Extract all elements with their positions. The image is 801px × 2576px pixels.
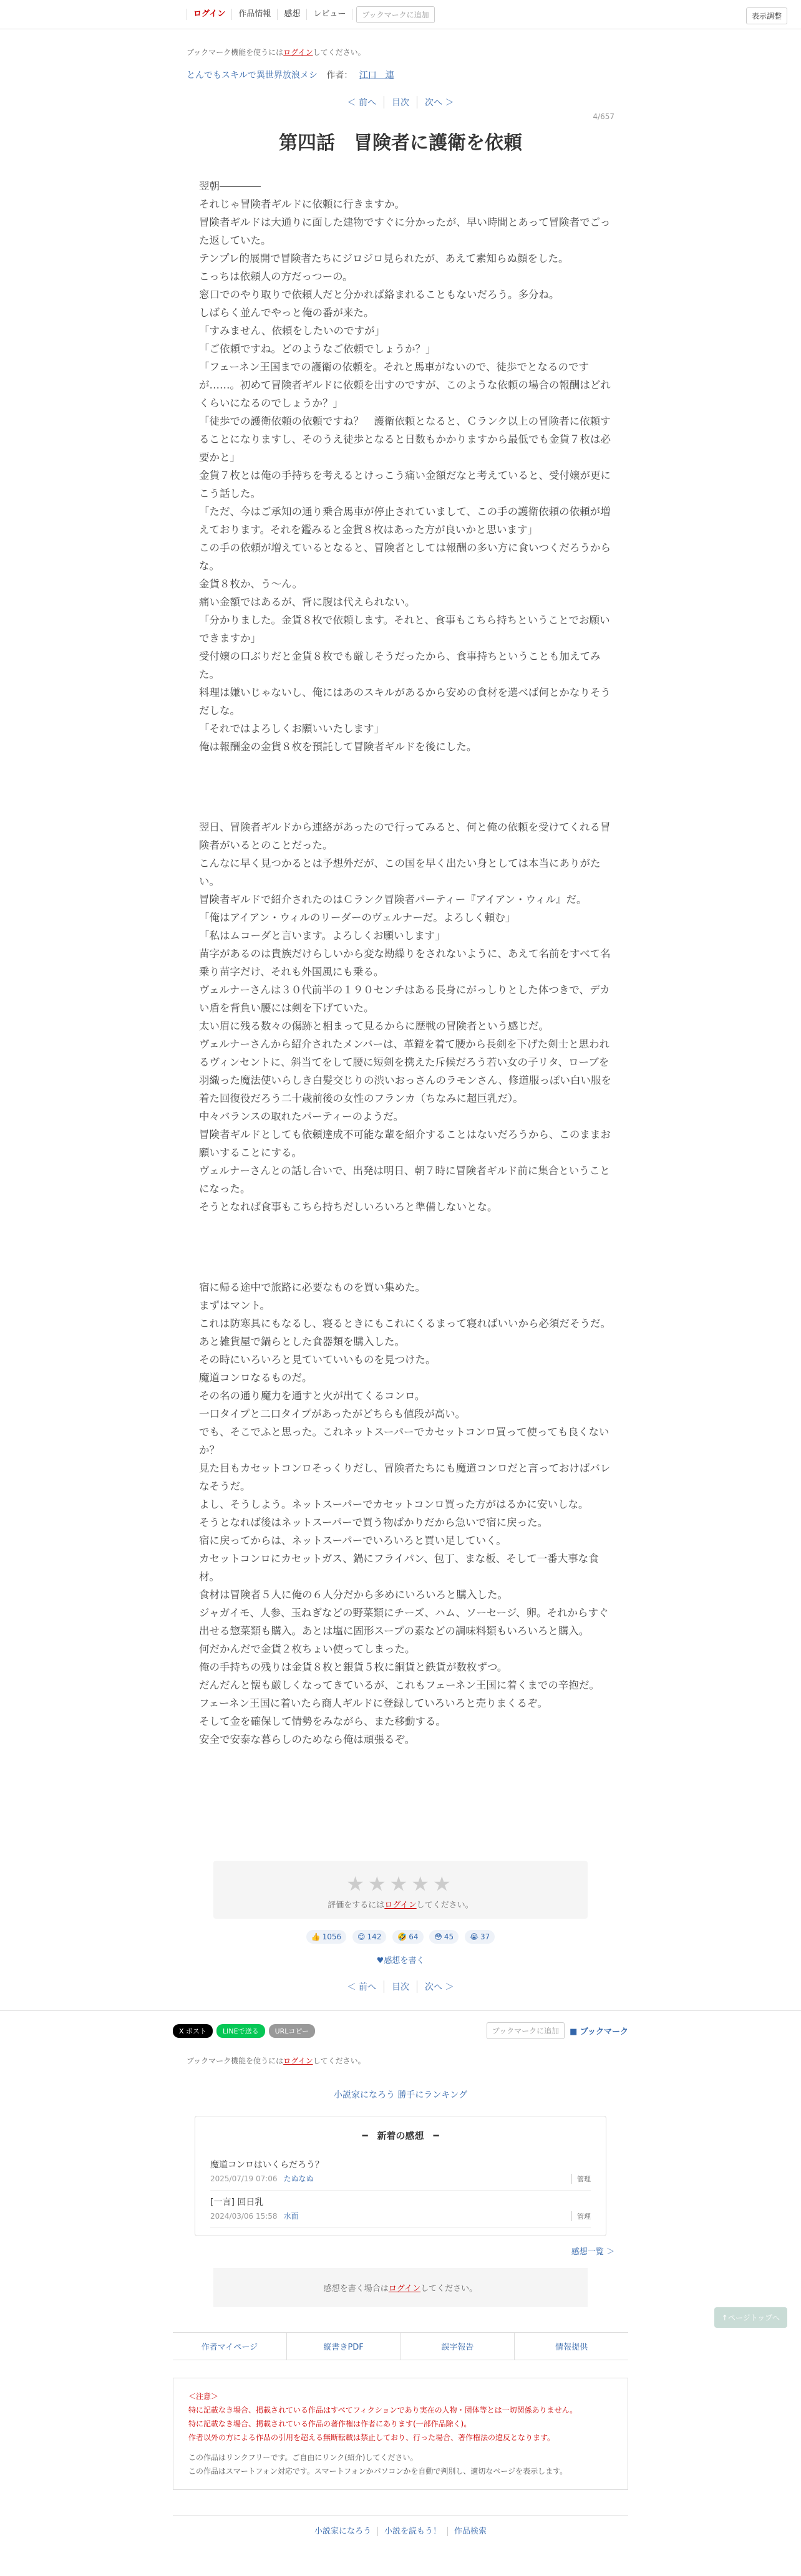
write-imp-login-link[interactable]: ログイン (388, 2284, 421, 2294)
nav-work-info[interactable]: 作品情報 (232, 9, 278, 20)
nav-impressions[interactable]: 感想 (278, 9, 307, 20)
novel-paragraph: 翌日、冒険者ギルドから連絡があったので行ってみると、何と俺の依頼を受けてくれる冒険者がいるとのことだった。 (199, 821, 611, 851)
rating-stars[interactable]: ★★★★★ (346, 1872, 455, 1896)
novel-paragraph: テンプレ的展開で冒険者たちにジロジロ見られたが、あえて素知らぬ顔をした。 (199, 253, 569, 264)
bookmark-add-button[interactable]: ブックマークに追加 (487, 2022, 565, 2039)
reaction-count: 64 (409, 1932, 419, 1941)
top-bar (0, 0, 801, 29)
impression-manage-link[interactable]: 管理 (571, 2211, 591, 2221)
reaction-count: 45 (444, 1932, 454, 1941)
novel-paragraph: その時にいろいろと見ていていいものを見つけた。 (199, 1354, 436, 1366)
pager-top (187, 96, 614, 109)
novel-paragraph: 「フェーネン王国までの護衛の依頼を。それと馬車がないので、徒歩でとなるのですが……。初めて冒険者ギルドに依頼を出すのですが、このような依頼の場合の報酬はどれくらいになるのでしょうか？」 (199, 361, 611, 409)
bookmark-actions (487, 2022, 628, 2039)
toc-link-bottom[interactable]: 目次 (384, 1980, 417, 1993)
reactions (0, 1930, 801, 1944)
reaction-count: 1056 (322, 1932, 342, 1941)
impression-title[interactable]: [一言] 回日乳 (210, 2197, 264, 2207)
ranking-link[interactable]: 小説家になろう 勝手にランキング (333, 2090, 468, 2100)
novel-paragraph: 金貨７枚とは俺の手持ちを考えるとけっこう痛い金額だなと考えていると、受付嬢が更にこう話した。 (199, 470, 611, 499)
typo-report-link[interactable]: 誤字報告 (400, 2333, 515, 2360)
notice-login-link[interactable]: ログイン (283, 48, 313, 57)
chapter-title: 第四話 冒険者に護衛を依頼 (279, 132, 522, 154)
novel-paragraph: 「私はムコーダと言います。よろしくお願いします」 (199, 930, 445, 942)
novel-section-3 (187, 1278, 614, 1749)
reaction-smile[interactable] (352, 1930, 386, 1944)
novel-section-2 (187, 818, 614, 1216)
info-provide-link[interactable]: 情報提供 (514, 2333, 628, 2360)
novel-paragraph: 金貨８枚か、う～ん。 (199, 578, 303, 590)
novel-paragraph: 中々バランスの取れたパーティーのようだ。 (199, 1111, 404, 1122)
impressions-more-link[interactable]: 感想一覧 ＞ (571, 2247, 614, 2257)
impression-date: 2024/03/06 15:58 (210, 2212, 278, 2221)
page-top-button[interactable]: ↑ページトップへ (714, 2307, 787, 2328)
novel-paragraph: これは防寒具にもなるし、寝るときにもこれにくるまって寝ればいいから必須だそうだ。 (199, 1318, 611, 1329)
impressions-box (195, 2116, 606, 2236)
novel-paragraph: 俺は報酬金の金貨８枚を預託して冒険者ギルドを後にした。 (199, 741, 477, 753)
share-bar (0, 2010, 801, 2050)
novel-section-1 (187, 177, 614, 756)
series-title-link[interactable]: とんでもスキルで異世界放浪メシ (187, 70, 318, 80)
caution-line: 特に記載なき場合、掲載されている作品はすべてフィクションであり実在の人物・団体等とは一切関係ありません。 (188, 2406, 578, 2414)
novel-paragraph: 「徒歩での護衛依頼の依頼ですね？ 護衛依頼となると、Ｃランク以上の冒険者に依頼することになりますし、そのうえ徒歩となると日数もかかりますから最低でも金貨７枚は必要かと」 (199, 415, 611, 463)
caution-note: この作品はスマートフォン対応です。スマートフォンかパソコンかを自動で判別し、適切なページを表示します。 (188, 2467, 568, 2476)
series-info (187, 69, 614, 81)
laugh-icon: 🤣 (397, 1932, 407, 1941)
novel-paragraph: そして金を確保して情勢をみながら、また移動する。 (199, 1715, 446, 1727)
novel-paragraph: 料理は嫌いじゃないし、俺にはあのスキルがあるから安めの食材を選べば何とかなりそうだしな。 (199, 687, 611, 716)
novel-paragraph: 「俺はアイアン・ウィルのリーダーのヴェルナーだ。よろしく頼む」 (199, 912, 516, 924)
rating-note (213, 1898, 588, 1910)
novel-paragraph: 「ただ、今はご承知の通り乗合馬車が停止されていまして、この手の護衛依頼の依頼が増えております。それを鑑みると金貨８枚はあった方が良いかと思います」 (199, 506, 611, 536)
impression-user[interactable]: たぬなぬ (283, 2174, 314, 2183)
reaction-surprised[interactable] (429, 1930, 459, 1944)
bookmark-button[interactable]: ■ ブックマーク (570, 2027, 628, 2037)
caution-line: 作者以外の方による作品の引用を超える無断転載は禁止しており、行った場合、著作権法の違反となります。 (188, 2433, 555, 2442)
caution-note: この作品はリンクフリーです。ご自由にリンク(紹介)してください。 (188, 2453, 418, 2462)
bookmark-notice-bottom (187, 2055, 614, 2066)
prev-link[interactable]: ＜ 前へ (347, 98, 376, 108)
novel-paragraph: ヴェルナーさんとの話し合いで、出発は明日、朝７時に冒険者ギルド前に集合ということになった。 (199, 1165, 610, 1195)
novel-paragraph: 「それではよろしくお願いいたします」 (199, 723, 384, 735)
x-post-button[interactable]: X ポスト (173, 2024, 213, 2038)
narou-link[interactable]: 小説家になろう (314, 2527, 371, 2536)
novel-paragraph: 冒険者ギルドは大通りに面した建物ですぐに分かったが、早い時間とあって冒険者でごった返していた。 (199, 216, 611, 246)
reaction-count: 37 (480, 1932, 490, 1941)
impression-user[interactable]: 水面 (283, 2212, 299, 2221)
toc-link[interactable]: 目次 (384, 96, 417, 109)
novel-paragraph: 魔道コンロなるものだ。 (199, 1372, 313, 1384)
reaction-count: 142 (367, 1932, 382, 1941)
reaction-cry[interactable] (465, 1930, 495, 1944)
novel-paragraph: フェーネン王国に着いたら商人ギルドに登録していろいろと売りまくるぞ。 (199, 1697, 548, 1709)
display-settings-button[interactable]: 表示調整 (746, 7, 787, 24)
novel-paragraph: 「ご依頼ですね。どのようなご依頼でしょうか？」 (199, 343, 436, 355)
reaction-thumbs-up[interactable] (306, 1930, 347, 1944)
novel-paragraph: この手の依頼が増えているとなると、冒険者としては報酬の多い方に食いつくだろうからな。 (199, 542, 611, 572)
author-link[interactable]: 江口 連 (359, 70, 394, 80)
search-link[interactable]: 作品検索 (447, 2527, 493, 2536)
novel-paragraph: 一口タイプと二口タイプがあったがどちらも値段が高い。 (199, 1408, 466, 1420)
novel-paragraph: カセットコンロにカセットガス、鍋にフライパン、包丁、まな板、そして一番大事な食材。 (199, 1553, 599, 1583)
notice-text: ブックマーク機能を使うには (187, 48, 284, 57)
novel-paragraph: 冒険者ギルドで紹介されたのはＣランク冒険者パーティー『アイアン・ウィル』だ。 (199, 894, 587, 905)
yomou-link[interactable]: 小説を読もう！ (377, 2527, 447, 2536)
cry-icon: 😭 (469, 1932, 478, 1941)
impression-manage-link[interactable]: 管理 (571, 2174, 591, 2184)
novel-paragraph: それじゃ冒険者ギルドに依頼に行きますか。 (199, 198, 405, 210)
rating-note-text-end: してください。 (416, 1901, 473, 1910)
novel-paragraph: よし、そうしよう。ネットスーパーでカセットコンロ買った方がはるかに安いしな。 (199, 1498, 589, 1510)
impressions-title: ━ 新着の感想 ━ (362, 2130, 439, 2141)
footer-links (173, 2332, 628, 2360)
impression-item[interactable] (210, 2153, 591, 2191)
notice-text-end: してください。 (313, 48, 366, 57)
impression-meta (210, 2173, 591, 2184)
author-mypage-link[interactable]: 作者マイページ (201, 2343, 258, 2352)
novel-paragraph: 太い眉に残る数々の傷跡と相まって見るからに歴戦の冒険者という感じだ。 (199, 1020, 549, 1032)
pager-bottom (0, 1980, 801, 1993)
impression-date: 2025/07/19 07:06 (210, 2174, 278, 2183)
line-share-button[interactable]: LINEで送る (216, 2024, 265, 2038)
novel-paragraph: 何だかんだで金貨２枚ちょい使ってしまった。 (199, 1643, 415, 1655)
novel-paragraph: こんなに早く見つかるとは予想外だが、この国を早く出たい身としては本当にありがたい。 (199, 857, 601, 887)
novel-paragraph: そうとなれば後はネットスーパーで買う物ばかりだから急いで宿に戻った。 (199, 1517, 548, 1528)
novel-paragraph: 「すみません、依頼をしたいのですが」 (199, 325, 385, 337)
novel-paragraph: 翌朝―――― (199, 180, 261, 192)
impression-title[interactable]: 魔道コンロはいくらだろう？ (210, 2160, 324, 2170)
notice-text-end: してください。 (313, 2057, 366, 2065)
novel-paragraph: 窓口でのやり取りで依頼人だと分かれば絡まれることもないだろう。多分ね。 (199, 289, 560, 301)
novel-paragraph: そうとなれば食事もこちら持ちだしいろいろと準備しないとな。 (199, 1201, 498, 1213)
novel-paragraph: ジャガイモ、人参、玉ねぎなどの野菜類にチーズ、ハム、ソーセージ、卵。それからすぐ出せる惣菜類も購入。あとは塩に固形スープの素などの調味料類もいろいろと購入。 (199, 1607, 609, 1637)
rating-note-text: 評価をするには (328, 1901, 385, 1910)
novel-paragraph: あと雑貨屋で鍋らとした食器類を購入した。 (199, 1336, 405, 1348)
smile-icon: 😊 (357, 1932, 366, 1941)
reaction-laugh[interactable] (392, 1930, 423, 1944)
rating-box (213, 1861, 588, 1919)
novel-paragraph: まずはマント。 (199, 1300, 271, 1311)
write-impression-box (213, 2268, 588, 2307)
write-imp-text: 感想を書く場合は (323, 2284, 389, 2294)
next-link[interactable]: 次へ ＞ (417, 96, 461, 109)
prev-link-bottom[interactable]: ＜ 前へ (347, 1982, 376, 1992)
vertical-pdf-link[interactable]: 縦書きPDF (286, 2333, 400, 2360)
write-review-link[interactable]: ♥感想を書く (376, 1956, 425, 1966)
novel-body (187, 177, 614, 1749)
bottom-nav (173, 2515, 628, 2545)
bookmark-add-button-top[interactable]: ブックマークに追加 (356, 6, 434, 23)
surprised-icon: 😳 (434, 1932, 442, 1941)
novel-paragraph: ヴェルナーさんは３０代前半の１９０センチはある長身にがっしりとした体つきで、デカい盾を背負い腰には剣を下げていた。 (199, 984, 610, 1014)
novel-paragraph: しばらく並んでやっと俺の番が来た。 (199, 307, 374, 319)
notice-text: ブックマーク機能を使うには (187, 2057, 284, 2065)
impression-item[interactable] (210, 2191, 591, 2228)
novel-paragraph: 痛い金額ではあるが、背に腹は代えられない。 (199, 596, 415, 608)
novel-paragraph: 宿に戻ってからは、ネットスーパーでいろいろと買い足していく。 (199, 1535, 507, 1546)
impression-meta (210, 2211, 591, 2221)
nav-login[interactable]: ログイン (187, 9, 232, 20)
novel-paragraph: 受付嬢の口ぶりだと金貨８枚でも厳しそうだったから、食事持ちということも加えてみた。 (199, 650, 601, 680)
novel-paragraph: 苗字があるのは貴族だけらしいから変な勘繰りをされないように、あえて名前をすべて名乗り苗字だけ、それも外国風にも乗る。 (199, 948, 611, 978)
url-copy-button[interactable]: URLコピー (269, 2024, 315, 2038)
caution-box (173, 2378, 628, 2490)
novel-paragraph: 見た目もカセットコンロそっくりだし、冒険者たちにも魔道コンロだと言っておけばバレなそうだ。 (199, 1462, 611, 1492)
novel-paragraph: 食材は冒険者５人に俺の６人分だから多めにいろいろと購入した。 (199, 1589, 508, 1601)
novel-paragraph: ヴェルナーさんから紹介されたメンバーは、革鎧を着て腰から長剣を下げた剣士と思われるヴィンセントに、斜当てをして腰に短剣を携えた斥候だろう若い女の子リタ、ローブを羽織った魔法使いらしき白髪交じりの渋いおっさんのラモンさん、修道服っぽい白い服を着た回復役だろう二十歳前後の女性のフランカ（ちなみに超巨乳だ）。 (199, 1038, 611, 1104)
next-link-bottom[interactable]: 次へ ＞ (417, 1980, 461, 1993)
novel-paragraph: でも、そこでふと思った。これネットスーパーでカセットコンロ買って使っても良くないか？ (199, 1426, 609, 1456)
novel-paragraph: 宿に帰る途中で旅路に必要なものを買い集めた。 (199, 1281, 425, 1293)
caution-line: 特に記載なき場合、掲載されている作品の著作権は作者にあります(一部作品除く)。 (188, 2419, 472, 2428)
novel-paragraph: その名の通り魔力を通すと火が出てくるコンロ。 (199, 1390, 425, 1402)
novel-paragraph: こっちは依頼人の方だっつーの。 (199, 271, 353, 282)
nav-review[interactable]: レビュー (307, 9, 352, 20)
rating-login-link[interactable]: ログイン (384, 1901, 417, 1910)
thumbs-up-icon: 👍 (311, 1932, 321, 1941)
novel-paragraph: 「分かりました。金貨８枚で依頼します。それと、食事もこちら持ちということでお願いできますか」 (199, 614, 610, 644)
novel-paragraph: 安全で安泰な暮らしのためなら俺は頑張るぞ。 (199, 1734, 415, 1745)
bookmark-notice (187, 47, 614, 57)
novel-paragraph: 俺の手持ちの残りは金貨８枚と銀貨５枚に銅貨と鉄貨が数枚ずつ。 (199, 1661, 508, 1673)
page-count: 4/657 (593, 112, 614, 121)
notice-login-link-bottom[interactable]: ログイン (283, 2057, 313, 2065)
novel-paragraph: 冒険者ギルドとしても依頼達成不可能な輩を紹介することはないだろうから、このままお願いすることにする。 (199, 1129, 611, 1159)
caution-heading: ＜注意＞ (188, 2392, 219, 2401)
write-imp-text-end: してください。 (420, 2284, 478, 2294)
author-label: 作者： (326, 70, 353, 80)
novel-paragraph: だんだんと懐も厳しくなってきているが、これもフェーネン王国に着くまでの辛抱だ。 (199, 1679, 600, 1691)
